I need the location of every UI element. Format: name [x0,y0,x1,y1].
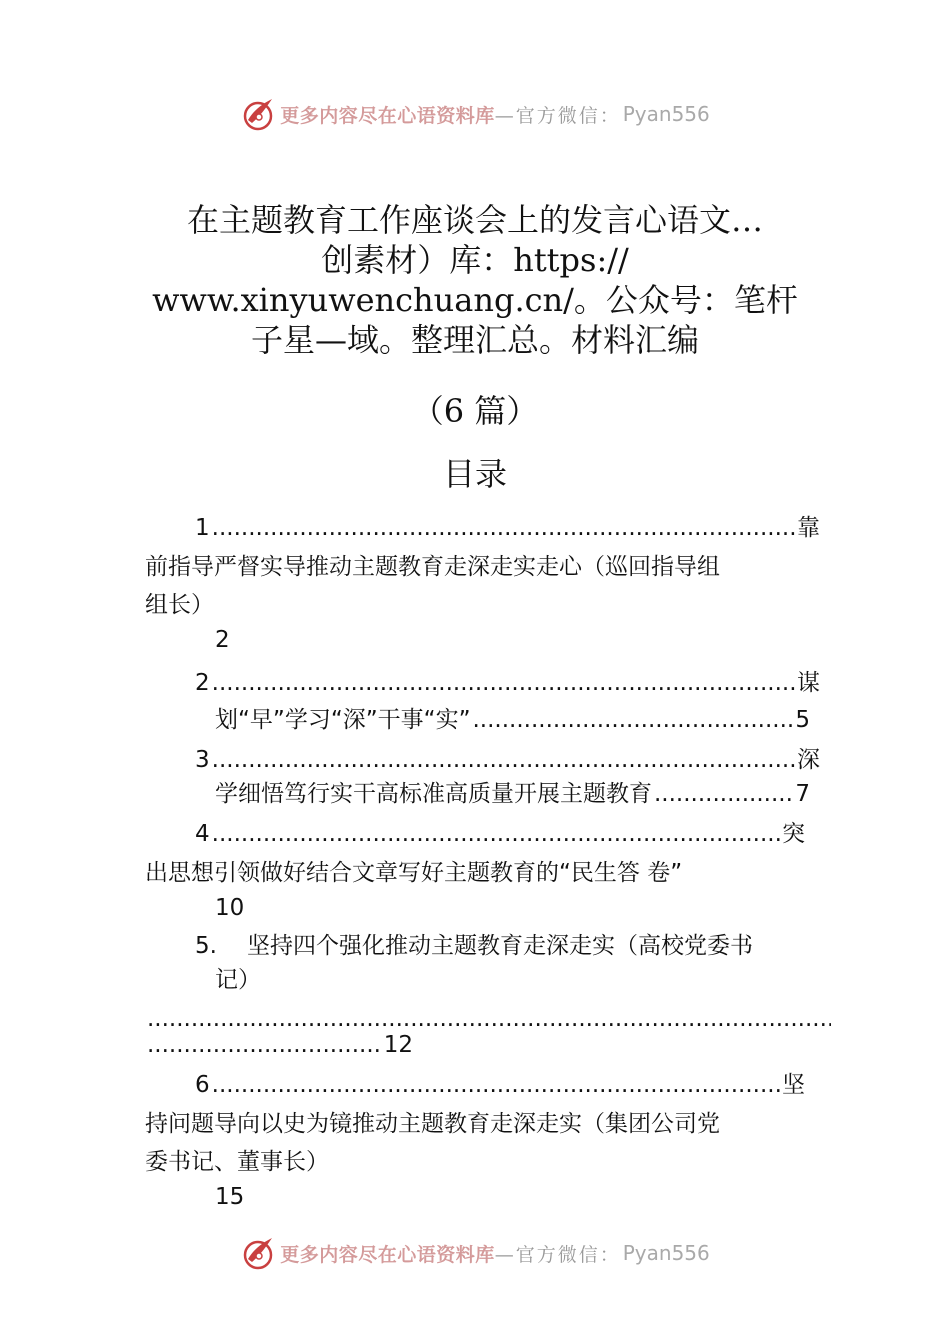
article-count: （6 篇） [411,392,539,430]
banner-wechat-id: Pyan556 [622,1241,710,1265]
toc-page-number: 7 [795,781,810,807]
brush-logo-icon [240,1235,276,1271]
toc-entry-2[interactable] [195,668,820,698]
banner-wechat-label: —官方微信： [494,1243,621,1266]
toc-leader-dots [654,779,793,809]
toc-number: 1 [195,515,210,541]
toc-title-line: 划“早”学习“深”干事“实” [215,707,471,733]
toc-page-number: 10 [215,895,245,921]
toc-entry-3-line2[interactable] [215,779,810,809]
toc-title-line[interactable]: 持问题导向以史为镜推动主题教育走深走实（集团公司党 [145,1111,720,1137]
toc-title-line[interactable]: 前指导严督实导推动主题教育走深走实走心（巡回指导组 [145,554,720,580]
toc-title-line: 坚持四个强化推动主题教育走深走实（高校党委书 [246,933,753,959]
toc-title-line[interactable]: 组长） [145,592,214,618]
toc-leader-dots [212,745,795,775]
toc-number: 5. [195,933,217,959]
toc-number: 3 [195,747,210,773]
toc-title-start: 突 [782,821,805,847]
toc-title-line[interactable]: 委书记、董事长） [145,1149,329,1175]
toc-entry-5-page-row [145,1030,413,1060]
toc-page-number: 15 [215,1184,245,1210]
document-title [140,200,810,360]
toc-title-start: 谋 [797,670,820,696]
toc-title-start: 深 [797,747,820,773]
footer-banner [0,1233,950,1273]
toc-heading: 目录 [442,455,507,493]
toc-leader-dots [212,513,795,543]
toc-title-line: 学细悟笃行实干高标准高质量开展主题教育 [215,781,652,807]
toc-leader-dots [473,705,794,735]
title-line: www.xinyuwenchuang.cn/。公众号：笔杆 [152,281,798,319]
toc-number: 2 [195,670,210,696]
toc-leader-dots [212,819,780,849]
toc-entry-4[interactable] [195,819,805,849]
toc-page-number: 2 [215,627,230,653]
toc-entry-2-line2[interactable] [215,705,810,735]
toc-page-number: 12 [383,1032,413,1058]
banner-library-text: 更多内容尽在心语资料库 [280,104,495,127]
toc-number: 6 [195,1072,210,1098]
toc-entry-5[interactable] [195,931,820,961]
brush-logo-icon [240,96,276,132]
title-line: 子星—域。整理汇总。材料汇编 [250,321,699,359]
title-line: 在主题教育工作座谈会上的发言心语文… [186,201,763,239]
banner-wechat-id: Pyan556 [622,102,710,126]
toc-leader-dots [212,1070,780,1100]
toc-number: 4 [195,821,210,847]
banner-library-text: 更多内容尽在心语资料库 [280,1243,495,1266]
toc-title-start: 靠 [797,515,820,541]
toc-title-start: 坚 [782,1072,805,1098]
toc-page-number: 5 [795,707,810,733]
toc-entry-1[interactable] [195,513,820,543]
title-line: 创素材）库：https:// [321,241,629,279]
header-banner [0,94,950,134]
toc-title-line[interactable]: 出思想引领做好结合文章写好主题教育的“民生答 卷” [145,860,683,886]
toc-leader-dots [147,1030,382,1060]
toc-entry-6[interactable] [195,1070,805,1100]
toc-leader-dots [212,668,795,698]
toc-entry-3[interactable] [195,745,820,775]
banner-wechat-label: —官方微信： [494,104,621,127]
toc-title-line[interactable]: 记） [215,967,261,993]
